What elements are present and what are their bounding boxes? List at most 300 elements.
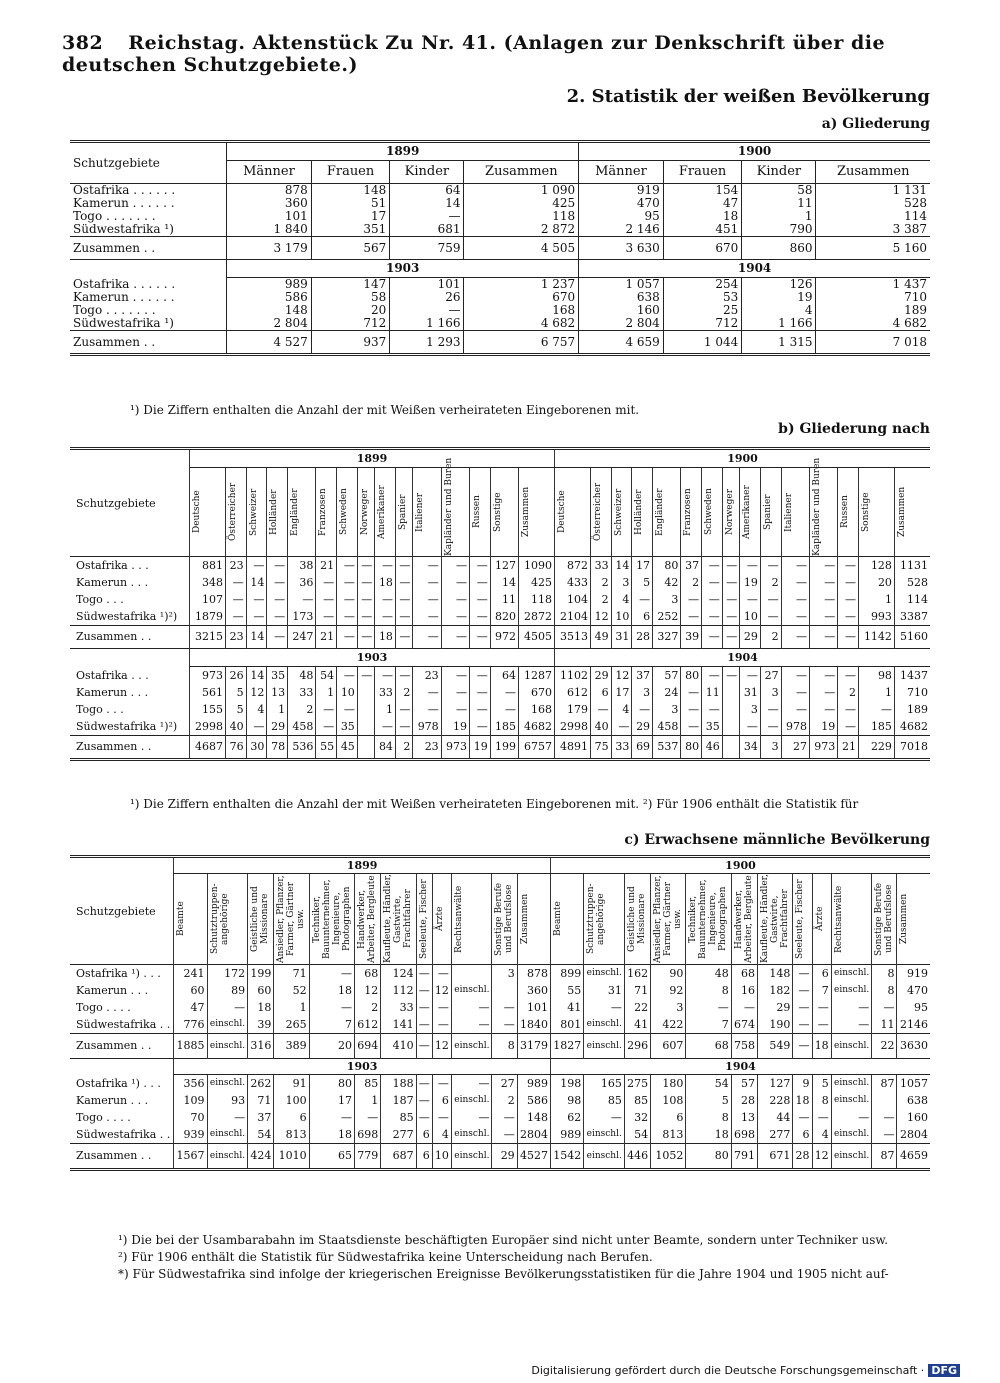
column-header-row bbox=[70, 874, 930, 965]
table-cell: — bbox=[357, 608, 374, 626]
table-cell: 85 bbox=[355, 1075, 381, 1093]
table-cell: 187 bbox=[381, 1092, 416, 1109]
table-cell: 265 bbox=[274, 1016, 309, 1034]
table-cell: 1567 bbox=[174, 1144, 207, 1170]
table-cell: 19 bbox=[742, 291, 816, 304]
table-cell: 528 bbox=[894, 574, 930, 591]
table-row bbox=[70, 667, 930, 685]
table-cell: 759 bbox=[390, 237, 464, 260]
table-cell: 4527 bbox=[517, 1144, 550, 1170]
table-cell: 2 bbox=[760, 574, 781, 591]
year-label: 1899 bbox=[174, 857, 551, 874]
row-label: Ostafrika . . . bbox=[76, 559, 149, 572]
table-cell: 54 bbox=[686, 1075, 731, 1093]
table-cell: 4891 bbox=[555, 736, 591, 760]
table-cell: 3 bbox=[740, 701, 761, 718]
table-cell: 101 bbox=[390, 278, 464, 292]
column-header bbox=[632, 468, 653, 557]
table-cell: — bbox=[838, 591, 859, 608]
column-header bbox=[395, 468, 412, 557]
table-cell: — bbox=[225, 574, 246, 591]
row-label: Südwestafrika ¹)²) bbox=[76, 720, 178, 733]
table-cell: 6 bbox=[812, 965, 831, 983]
table-cell: 2998 bbox=[190, 718, 226, 736]
table-cell: 1 315 bbox=[742, 331, 816, 355]
table-cell: einschl. bbox=[584, 1034, 625, 1059]
year-label: 1904 bbox=[550, 1059, 930, 1075]
table-cell: 7018 bbox=[894, 736, 930, 760]
table-cell: 38 bbox=[288, 557, 316, 575]
table-cell: — bbox=[872, 1126, 897, 1144]
table-cell: 5 bbox=[225, 701, 246, 718]
table-cell: — bbox=[722, 626, 739, 649]
column-header: Männer bbox=[579, 161, 664, 184]
column-header bbox=[316, 468, 337, 557]
table-cell: 89 bbox=[207, 982, 248, 999]
table-cell: 3 bbox=[651, 999, 686, 1016]
table-cell: 2 872 bbox=[464, 223, 579, 237]
table-cell: 2 bbox=[288, 701, 316, 718]
table-cell: 939 bbox=[174, 1126, 207, 1144]
table-cell: — bbox=[781, 608, 809, 626]
table-cell: 19 bbox=[470, 736, 491, 760]
table-row bbox=[70, 718, 930, 736]
table-cell: 710 bbox=[816, 291, 930, 304]
column-header-label: Franzosen bbox=[683, 488, 694, 536]
row-label: Südwestafrika ¹)²) bbox=[76, 610, 178, 623]
table-cell: 19 bbox=[809, 718, 837, 736]
table-cell: 881 bbox=[190, 557, 226, 575]
table-cell: einschl. bbox=[207, 1034, 248, 1059]
table-cell: — bbox=[395, 701, 412, 718]
table-cell: 872 bbox=[555, 557, 591, 575]
table-cell: 2 146 bbox=[579, 223, 664, 237]
table-cell: 108 bbox=[651, 1092, 686, 1109]
table-row bbox=[70, 1126, 930, 1144]
table-row bbox=[70, 701, 930, 718]
table-cell: einschl. bbox=[831, 1092, 872, 1109]
table-cell: 4 bbox=[611, 591, 632, 608]
table-cell: 5 bbox=[225, 684, 246, 701]
table-cell: 712 bbox=[663, 317, 741, 331]
table-cell: — bbox=[470, 626, 491, 649]
table-cell: 98 bbox=[550, 1092, 583, 1109]
table-cell: — bbox=[760, 557, 781, 575]
table-cell: 92 bbox=[651, 982, 686, 999]
table-cell: — bbox=[812, 1109, 831, 1126]
table-cell: 1437 bbox=[894, 667, 930, 685]
table-cell: 16 bbox=[731, 982, 757, 999]
table-cell: einschl. bbox=[207, 1016, 248, 1034]
table-cell: — bbox=[413, 591, 441, 608]
table-a-note: ¹) Die Ziffern enthalten die Anzahl der mit Weißen verheirateten Eingeborenen mit. bbox=[130, 403, 640, 417]
table-cell: 10 bbox=[611, 608, 632, 626]
total-row bbox=[70, 736, 930, 760]
table-cell: 4 527 bbox=[227, 331, 312, 355]
table-cell: 41 bbox=[624, 1016, 650, 1034]
table-cell: 109 bbox=[174, 1092, 207, 1109]
table-cell: 101 bbox=[517, 999, 550, 1016]
table-cell: 3 630 bbox=[579, 237, 664, 260]
table-cell: — bbox=[793, 965, 812, 983]
table-cell: 98 bbox=[858, 667, 894, 685]
table-cell: 2998 bbox=[555, 718, 591, 736]
column-header-label: Techniker, Bauunternehmer, Ingenieure, Photographen bbox=[311, 879, 352, 959]
table-cell: 813 bbox=[651, 1126, 686, 1144]
column-header-label: Schweden bbox=[339, 488, 350, 536]
table-cell: — bbox=[309, 1109, 354, 1126]
table-cell: 51 bbox=[311, 197, 389, 210]
table-cell: 6 757 bbox=[464, 331, 579, 355]
table-cell: 1840 bbox=[517, 1016, 550, 1034]
table-cell: 790 bbox=[742, 223, 816, 237]
table-cell: 4 bbox=[432, 1126, 451, 1144]
table-row bbox=[70, 291, 930, 304]
table-cell: 29 bbox=[590, 667, 611, 685]
table-cell: 112 bbox=[381, 982, 416, 999]
table-cell: 670 bbox=[519, 684, 555, 701]
table-cell: 80 bbox=[653, 557, 681, 575]
table-cell: — bbox=[838, 718, 859, 736]
table-cell: 31 bbox=[611, 626, 632, 649]
table-cell: 46 bbox=[702, 736, 723, 760]
table-cell: 84 bbox=[375, 736, 396, 760]
table-cell: — bbox=[355, 1109, 381, 1126]
table-cell: — bbox=[432, 1075, 451, 1093]
table-cell: — bbox=[812, 1016, 831, 1034]
table-cell: — bbox=[375, 557, 396, 575]
table-cell: 35 bbox=[267, 667, 288, 685]
table-cell: — bbox=[337, 574, 358, 591]
column-header bbox=[517, 874, 550, 965]
table-cell: einschl. bbox=[831, 965, 872, 983]
column-header bbox=[897, 874, 930, 965]
table-cell: 2 bbox=[355, 999, 381, 1016]
row-label: Kamerun . . . bbox=[76, 984, 149, 997]
column-header bbox=[653, 468, 681, 557]
table-cell: 20 bbox=[858, 574, 894, 591]
column-header-label: Schweizer bbox=[248, 488, 259, 536]
table-cell: 54 bbox=[316, 667, 337, 685]
column-header bbox=[831, 874, 872, 965]
table-cell: 356 bbox=[174, 1075, 207, 1093]
table-cell: 993 bbox=[858, 608, 894, 626]
table-cell: — bbox=[390, 304, 464, 317]
column-header bbox=[624, 874, 650, 965]
table-cell: 1 840 bbox=[227, 223, 312, 237]
table-cell: — bbox=[809, 608, 837, 626]
year-row bbox=[70, 449, 930, 468]
table-cell: 899 bbox=[550, 965, 583, 983]
table-cell: — bbox=[337, 608, 358, 626]
table-cell: — bbox=[809, 574, 837, 591]
table-cell: 1 bbox=[274, 999, 309, 1016]
table-cell: 25 bbox=[663, 304, 741, 317]
column-header bbox=[702, 468, 723, 557]
column-header-label: Norweger bbox=[359, 489, 370, 536]
column-header-label: Ärzte bbox=[814, 906, 825, 932]
table-cell: — bbox=[838, 574, 859, 591]
table-cell: 23 bbox=[225, 626, 246, 649]
table-cell: — bbox=[357, 557, 374, 575]
column-header bbox=[519, 468, 555, 557]
table-cell: 878 bbox=[517, 965, 550, 983]
table-cell: 8 bbox=[872, 982, 897, 999]
table-cell: — bbox=[225, 608, 246, 626]
column-header bbox=[357, 468, 374, 557]
table-cell: 3 bbox=[632, 684, 653, 701]
table-c-note-1: ¹) Die bei der Usambarabahn im Staatsdienste beschäftigten Europäer sind nicht unter Beamte, sondern unter Techniker usw. bbox=[118, 1233, 889, 1247]
table-cell: 1 090 bbox=[464, 184, 579, 198]
table-cell: einschl. bbox=[831, 982, 872, 999]
table-cell: 52 bbox=[274, 982, 309, 999]
column-header-label: Ansiedler, Pflanzer, Farmer, Gärtner usw. bbox=[276, 875, 307, 963]
table-cell: 978 bbox=[781, 718, 809, 736]
table-cell: — bbox=[470, 608, 491, 626]
table-cell: — bbox=[702, 667, 723, 685]
table-cell: 118 bbox=[519, 591, 555, 608]
table-cell: 8 bbox=[812, 1092, 831, 1109]
table-cell: 561 bbox=[190, 684, 226, 701]
table-cell: — bbox=[731, 999, 757, 1016]
table-cell: — bbox=[316, 591, 337, 608]
column-header-label: Kaufleute, Händler, Gastwirte, Frachtfahrer bbox=[760, 874, 791, 964]
table-cell: 1 bbox=[858, 591, 894, 608]
table-cell: 5 bbox=[812, 1075, 831, 1093]
table-cell: 70 bbox=[174, 1109, 207, 1126]
row-label: Zusammen . . bbox=[76, 740, 152, 753]
table-cell: — bbox=[809, 684, 837, 701]
table-cell: — bbox=[584, 1109, 625, 1126]
row-label: Südwestafrika ¹) bbox=[73, 316, 174, 330]
column-header bbox=[809, 457, 837, 557]
row-label: Zusammen . . bbox=[73, 335, 156, 349]
table-cell: — bbox=[432, 1109, 451, 1126]
column-header bbox=[492, 874, 517, 965]
table-cell: einschl. bbox=[451, 982, 492, 999]
table-cell: 2 bbox=[395, 684, 412, 701]
table-cell: 33 bbox=[375, 684, 396, 701]
table-cell: 22 bbox=[624, 999, 650, 1016]
table-cell: 33 bbox=[288, 684, 316, 701]
table-cell: 185 bbox=[858, 718, 894, 736]
table-cell: 69 bbox=[632, 736, 653, 760]
table-cell: 40 bbox=[225, 718, 246, 736]
table-cell: 17 bbox=[309, 1092, 354, 1109]
table-cell: 26 bbox=[390, 291, 464, 304]
table-cell: — bbox=[702, 557, 723, 575]
table-cell: 14 bbox=[611, 557, 632, 575]
table-cell: 671 bbox=[758, 1144, 793, 1170]
table-cell: — bbox=[838, 701, 859, 718]
table-cell: 586 bbox=[517, 1092, 550, 1109]
table-cell: — bbox=[441, 608, 469, 626]
table-cell: 698 bbox=[731, 1126, 757, 1144]
table-cell: einschl. bbox=[831, 1034, 872, 1059]
table-cell: einschl. bbox=[451, 1034, 492, 1059]
table-cell: 5 160 bbox=[816, 237, 930, 260]
table-cell: 2804 bbox=[517, 1126, 550, 1144]
column-header-label: Holländer bbox=[634, 489, 645, 535]
table-cell: 33 bbox=[611, 736, 632, 760]
table-cell: 791 bbox=[731, 1144, 757, 1170]
table-cell: — bbox=[316, 701, 337, 718]
table-cell: 18 bbox=[309, 1126, 354, 1144]
table-cell: — bbox=[316, 574, 337, 591]
table-cell: 1 bbox=[267, 701, 288, 718]
table-cell: 33 bbox=[590, 557, 611, 575]
table-cell: 586 bbox=[227, 291, 312, 304]
table-cell: 607 bbox=[651, 1034, 686, 1059]
table-cell: 17 bbox=[311, 210, 389, 223]
table-cell: — bbox=[632, 591, 653, 608]
table-cell: — bbox=[432, 1016, 451, 1034]
row-label: Zusammen . . bbox=[73, 241, 156, 255]
column-header bbox=[894, 468, 930, 557]
table-cell: 536 bbox=[288, 736, 316, 760]
table-cell: 35 bbox=[702, 718, 723, 736]
table-cell: 537 bbox=[653, 736, 681, 760]
table-cell: 1057 bbox=[897, 1075, 930, 1093]
table-cell bbox=[357, 701, 374, 718]
table-cell: — bbox=[416, 1016, 432, 1034]
subsection-b-title: b) Gliederung nach bbox=[778, 421, 930, 437]
table-cell: — bbox=[416, 965, 432, 983]
column-header-label: Ärzte bbox=[434, 906, 445, 932]
column-header bbox=[248, 874, 274, 965]
subsection-a-title: a) Gliederung bbox=[821, 116, 930, 132]
table-cell: — bbox=[416, 982, 432, 999]
table-cell: 1 131 bbox=[816, 184, 930, 198]
table-cell: — bbox=[838, 626, 859, 649]
column-header-label: Sonstige Berufe und Berufslose bbox=[874, 882, 895, 956]
table-cell: 1827 bbox=[550, 1034, 583, 1059]
table-cell: 4 659 bbox=[579, 331, 664, 355]
table-cell: 37 bbox=[248, 1109, 274, 1126]
table-cell: — bbox=[357, 626, 374, 649]
table-cell: 12 bbox=[590, 608, 611, 626]
column-header-label: Russen bbox=[472, 495, 483, 529]
table-cell: 34 bbox=[740, 736, 761, 760]
table-cell: — bbox=[416, 1034, 432, 1059]
column-header bbox=[375, 468, 396, 557]
table-cell: 1131 bbox=[894, 557, 930, 575]
table-cell: 2 bbox=[590, 591, 611, 608]
column-header bbox=[337, 468, 358, 557]
table-cell: — bbox=[740, 718, 761, 736]
table-cell: — bbox=[357, 574, 374, 591]
table-cell: 8 bbox=[686, 1109, 731, 1126]
column-header-label: Beamte bbox=[552, 901, 563, 937]
row-header-spacer bbox=[70, 260, 227, 278]
table-cell: 49 bbox=[590, 626, 611, 649]
table-cell: 10 bbox=[337, 684, 358, 701]
table-cell: — bbox=[451, 1075, 492, 1093]
table-cell: 85 bbox=[584, 1092, 625, 1109]
column-header-label: Schweden bbox=[704, 488, 715, 536]
table-cell: — bbox=[267, 626, 288, 649]
table-row bbox=[70, 608, 930, 626]
table-cell: 13 bbox=[267, 684, 288, 701]
column-header-label: Österreicher bbox=[227, 482, 238, 542]
table-row bbox=[70, 1075, 930, 1093]
table-cell: 10 bbox=[740, 608, 761, 626]
table-cell: 37 bbox=[632, 667, 653, 685]
table-cell: 104 bbox=[555, 591, 591, 608]
total-row bbox=[70, 626, 930, 649]
row-header-spacer bbox=[70, 649, 190, 667]
table-cell: 68 bbox=[686, 1034, 731, 1059]
column-header bbox=[760, 468, 781, 557]
table-cell: — bbox=[793, 982, 812, 999]
column-header-label: Norweger bbox=[724, 489, 735, 536]
column-header-label: Russen bbox=[840, 495, 851, 529]
table-cell: 5 bbox=[686, 1092, 731, 1109]
table-cell: 41 bbox=[550, 999, 583, 1016]
table-cell: 2146 bbox=[897, 1016, 930, 1034]
table-cell: 779 bbox=[355, 1144, 381, 1170]
table-cell: — bbox=[831, 999, 872, 1016]
table-row bbox=[70, 574, 930, 591]
table-cell: 71 bbox=[624, 982, 650, 999]
table-cell bbox=[872, 1092, 897, 1109]
column-header-label: Geistliche und Missionare bbox=[626, 886, 647, 952]
table-cell: 78 bbox=[267, 736, 288, 760]
column-header: Zusammen bbox=[816, 161, 930, 184]
table-cell: 1542 bbox=[550, 1144, 583, 1170]
table-cell: — bbox=[760, 718, 781, 736]
column-header bbox=[274, 874, 309, 965]
table-cell: 247 bbox=[288, 626, 316, 649]
column-header bbox=[490, 468, 518, 557]
table-cell: — bbox=[722, 557, 739, 575]
table-row bbox=[70, 999, 930, 1016]
table-cell: — bbox=[838, 557, 859, 575]
row-header: Schutzgebiete bbox=[73, 155, 160, 170]
row-label: Ostafrika ¹) . . . bbox=[76, 967, 161, 980]
table-cell: 4505 bbox=[519, 626, 555, 649]
column-header-label: Zusammen bbox=[521, 486, 532, 538]
table-cell: — bbox=[413, 557, 441, 575]
table-cell: — bbox=[246, 718, 267, 736]
column-header bbox=[590, 468, 611, 557]
column-header-label: Kapländer und Buren bbox=[443, 457, 454, 556]
table-row bbox=[70, 197, 930, 210]
table-cell: einschl. bbox=[584, 1016, 625, 1034]
table-cell: 114 bbox=[894, 591, 930, 608]
table-cell: 674 bbox=[731, 1016, 757, 1034]
table-cell: 20 bbox=[311, 304, 389, 317]
table-cell: 3630 bbox=[897, 1034, 930, 1059]
table-cell: — bbox=[722, 591, 739, 608]
table-cell: 148 bbox=[311, 184, 389, 198]
column-header-label: Schutztruppen-angehörige bbox=[586, 883, 607, 955]
column-header-label: Sonstige bbox=[492, 492, 503, 532]
table-cell: 18 bbox=[793, 1092, 812, 1109]
table-cell: — bbox=[722, 574, 739, 591]
table-cell: 124 bbox=[381, 965, 416, 983]
table-cell: 173 bbox=[288, 608, 316, 626]
column-header bbox=[470, 468, 491, 557]
column-header-label: Schutztruppen-angehörige bbox=[209, 883, 230, 955]
table-cell: — bbox=[416, 1092, 432, 1109]
table-cell: 162 bbox=[624, 965, 650, 983]
table-cell: — bbox=[702, 574, 723, 591]
table-cell: 2 804 bbox=[579, 317, 664, 331]
table-cell: 39 bbox=[681, 626, 702, 649]
column-header-row bbox=[70, 468, 930, 557]
table-cell: — bbox=[337, 667, 358, 685]
